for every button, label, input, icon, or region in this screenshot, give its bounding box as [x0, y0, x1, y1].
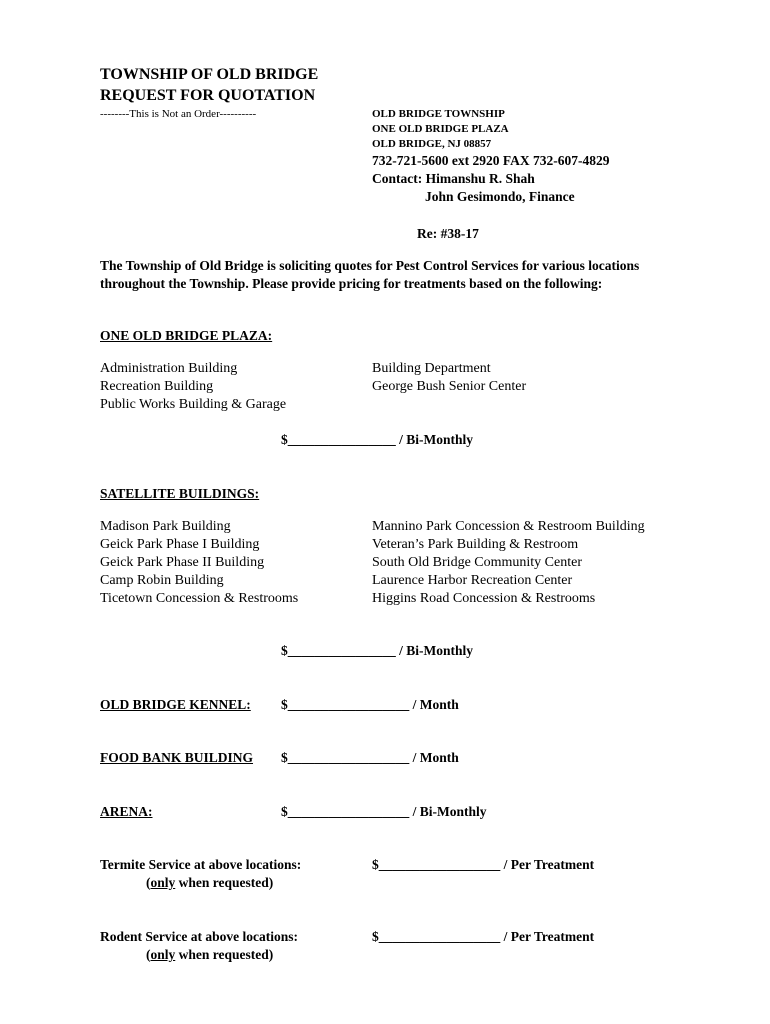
plaza-price-field[interactable]: $________________ / Bi-Monthly	[281, 432, 474, 447]
list-item: Madison Park Building	[100, 519, 231, 534]
document-title: TOWNSHIP OF OLD BRIDGE	[100, 66, 319, 83]
termite-note	[146, 875, 273, 891]
address-city: OLD BRIDGE, NJ 08857	[372, 138, 492, 150]
satellite-heading: SATELLITE BUILDINGS:	[100, 486, 260, 501]
list-item: Public Works Building & Garage	[100, 397, 287, 412]
document-subtitle: REQUEST FOR QUOTATION	[100, 87, 316, 104]
termite-label: Termite Service at above locations:	[100, 857, 302, 872]
list-item: South Old Bridge Community Center	[372, 555, 582, 570]
list-item: Veteran’s Park Building & Restroom	[372, 537, 579, 552]
plaza-heading: ONE OLD BRIDGE PLAZA:	[100, 328, 273, 343]
rodent-label: Rodent Service at above locations:	[100, 929, 298, 944]
kennel-label: OLD BRIDGE KENNEL:	[100, 697, 251, 712]
list-item: Building Department	[372, 361, 491, 376]
contact-primary: Contact: Himanshu R. Shah	[372, 171, 535, 186]
rodent-note-open: (	[146, 947, 151, 962]
not-an-order-note: --------This is Not an Order----------	[100, 108, 257, 120]
list-item: Recreation Building	[100, 379, 214, 394]
list-item: Camp Robin Building	[100, 573, 224, 588]
kennel-price-field[interactable]: $__________________ / Month	[281, 697, 459, 712]
list-item: Mannino Park Concession & Restroom Building	[372, 519, 645, 534]
rodent-note-rest: when requested)	[175, 947, 274, 962]
list-item: Higgins Road Concession & Restrooms	[372, 591, 596, 606]
address-name: OLD BRIDGE TOWNSHIP	[372, 108, 505, 120]
list-item: George Bush Senior Center	[372, 379, 527, 394]
list-item: Ticetown Concession & Restrooms	[100, 591, 299, 606]
reference-number: Re: #38-17	[417, 226, 479, 241]
arena-price-field[interactable]: $__________________ / Bi-Monthly	[281, 804, 487, 819]
contact-secondary: John Gesimondo, Finance	[425, 189, 575, 204]
satellite-right-list	[372, 518, 645, 608]
plaza-left-list	[100, 360, 286, 414]
termite-note-open: (	[146, 875, 151, 890]
rodent-price-field[interactable]: $__________________ / Per Treatment	[372, 929, 595, 944]
address-street: ONE OLD BRIDGE PLAZA	[372, 123, 509, 135]
termite-note-only: only	[150, 875, 176, 890]
termite-note-rest: when requested)	[175, 875, 274, 890]
satellite-price-field[interactable]: $________________ / Bi-Monthly	[281, 643, 474, 658]
list-item: Administration Building	[100, 361, 238, 376]
arena-label: ARENA:	[100, 804, 153, 819]
list-item: Geick Park Phase II Building	[100, 555, 265, 570]
list-item: Laurence Harbor Recreation Center	[372, 573, 573, 588]
food-bank-price-field[interactable]: $__________________ / Month	[281, 750, 459, 765]
rodent-note-only: only	[150, 947, 176, 962]
food-bank-label: FOOD BANK BUILDING	[100, 750, 254, 765]
plaza-right-list	[372, 360, 526, 396]
rodent-note	[146, 947, 273, 963]
list-item: Geick Park Phase I Building	[100, 537, 260, 552]
satellite-left-list	[100, 518, 298, 608]
address-phone: 732-721-5600 ext 2920 FAX 732-607-4829	[372, 153, 610, 168]
intro-paragraph: The Township of Old Bridge is soliciting quotes for Pest Control Services for various locations throughout the Township. Please provide pricing for treatments based on the following:	[100, 258, 640, 291]
termite-price-field[interactable]: $__________________ / Per Treatment	[372, 857, 595, 872]
